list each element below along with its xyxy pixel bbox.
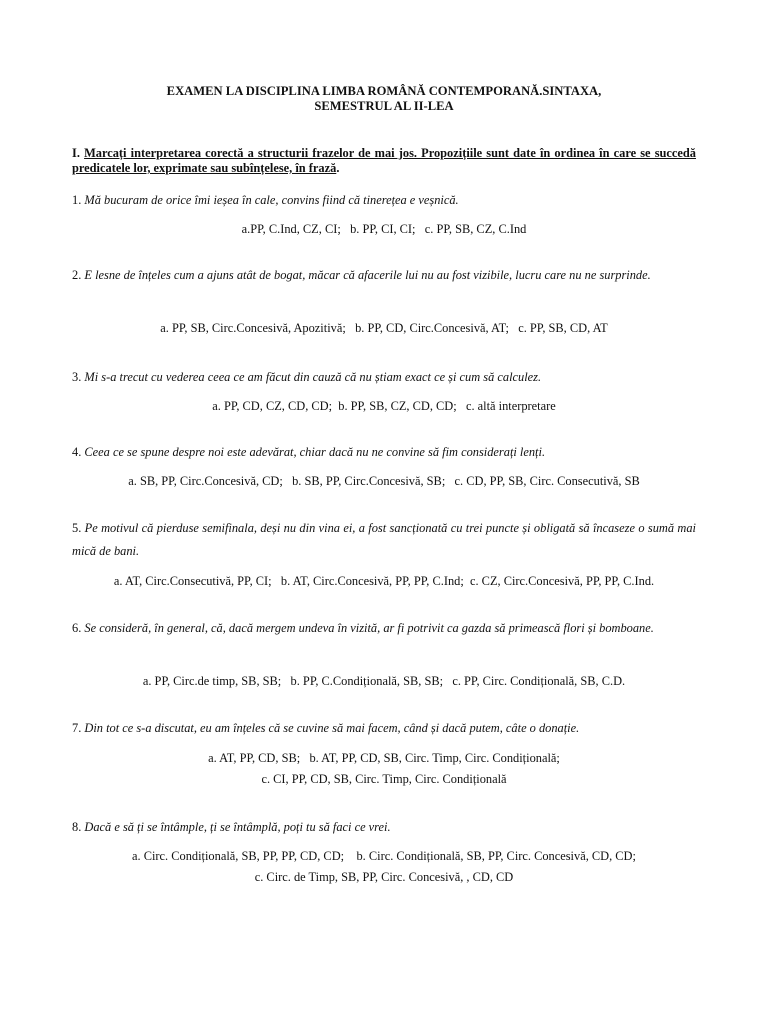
- question-4: [72, 441, 696, 464]
- answer-options-2: [60, 318, 708, 339]
- exam-title: [60, 84, 708, 114]
- question-text: Dacă e să ți se întâmple, ți se întâmplă, poți tu să faci ce vrei.: [84, 820, 391, 834]
- answer-options-5: [60, 571, 708, 592]
- question-number: 6.: [72, 621, 82, 635]
- answer-line: a. PP, SB, Circ.Concesivă, Apozitivă; b. PP, CD, Circ.Concesivă, AT; c. PP, SB, CD, AT: [160, 321, 608, 335]
- question-6: [72, 617, 696, 640]
- question-text: Mi s-a trecut cu vederea ceea ce am făcut din cauză că nu știam exact ce și cum să calculez.: [84, 370, 542, 384]
- answer-line: a. AT, PP, CD, SB; b. AT, PP, CD, SB, Circ. Timp, Circ. Condițională;: [208, 751, 560, 765]
- question-number: 4.: [72, 445, 82, 459]
- question-number: 7.: [72, 721, 82, 735]
- question-5: [72, 517, 696, 563]
- answer-line: a.PP, C.Ind, CZ, CI; b. PP, CI, CI; c. PP, SB, CZ, C.Ind: [241, 222, 527, 236]
- question-text: Pe motivul că pierduse semifinala, deși nu din vina ei, a fost sancționată cu trei puncte și obligată să încaseze o sumă mai mică de bani.: [72, 521, 696, 558]
- question-text: Din tot ce s-a discutat, eu am înțeles că se cuvine să mai facem, când și dacă putem, câte o donație.: [84, 721, 580, 735]
- question-2: [72, 264, 696, 287]
- question-number: 5.: [72, 521, 82, 535]
- question-number: 1.: [72, 193, 82, 207]
- answer-line: a. AT, Circ.Consecutivă, PP, CI; b. AT, Circ.Concesivă, PP, PP, C.Ind; c. CZ, Circ.Concesivă, PP, PP, C.Ind.: [113, 574, 655, 588]
- question-number: 2.: [72, 268, 82, 282]
- answer-line: c. CI, PP, CD, SB, Circ. Timp, Circ. Condițională: [261, 772, 507, 786]
- question-number: 3.: [72, 370, 82, 384]
- question-number: 8.: [72, 820, 82, 834]
- question-text: E lesne de înțeles cum a ajuns atât de bogat, măcar că afacerile lui nu au fost vizibile, lucru care nu ne surprinde.: [84, 268, 651, 282]
- question-1: [72, 189, 696, 212]
- instruction-suffix: .: [336, 161, 340, 175]
- answer-line: a. Circ. Condițională, SB, PP, PP, CD, CD; b. Circ. Condițională, SB, PP, Circ. Concesivă, CD, CD;: [132, 849, 636, 863]
- answer-options-7: [60, 748, 708, 790]
- question-text: Mă bucuram de orice îmi ieșea în cale, convins fiind că tinerețea e veșnică.: [84, 193, 459, 207]
- answer-options-3: [60, 396, 708, 417]
- section-instruction: [72, 146, 696, 176]
- instruction-text: Marcați interpretarea corectă a structurii frazelor de mai jos. Propozițiile sunt date în ordinea în care se succedă predicatele lor, exprimate sau subînțelese, în frază: [72, 146, 696, 175]
- answer-line: c. Circ. de Timp, SB, PP, Circ. Concesivă, , CD, CD: [254, 870, 514, 884]
- answer-options-8: [60, 846, 708, 888]
- answer-options-4: [60, 471, 708, 492]
- exam-title-line-1: EXAMEN LA DISCIPLINA LIMBA ROMÂNĂ CONTEMPORANĂ.SINTAXA,: [166, 84, 602, 98]
- answer-options-6: [60, 671, 708, 692]
- question-text: Se consideră, în general, că, dacă mergem undeva în vizită, ar fi potrivit ca gazda să primească flori și bomboane.: [84, 621, 654, 635]
- answer-options-1: [60, 219, 708, 240]
- instruction-prefix: I.: [72, 146, 85, 160]
- answer-line: a. SB, PP, Circ.Concesivă, CD; b. SB, PP, Circ.Concesivă, SB; c. CD, PP, SB, Circ. Consecutivă, SB: [128, 474, 640, 488]
- question-text: Ceea ce se spune despre noi este adevărat, chiar dacă nu ne convine să fim considerați lenți.: [84, 445, 546, 459]
- answer-line: a. PP, Circ.de timp, SB, SB; b. PP, C.Condițională, SB, SB; c. PP, Circ. Condițională, SB, C.D.: [142, 674, 626, 688]
- question-3: [72, 366, 696, 389]
- answer-line: a. PP, CD, CZ, CD, CD; b. PP, SB, CZ, CD, CD; c. altă interpretare: [212, 399, 556, 413]
- question-7: [72, 717, 696, 740]
- question-8: [72, 816, 696, 839]
- exam-title-line-2: SEMESTRUL AL II-LEA: [314, 99, 454, 113]
